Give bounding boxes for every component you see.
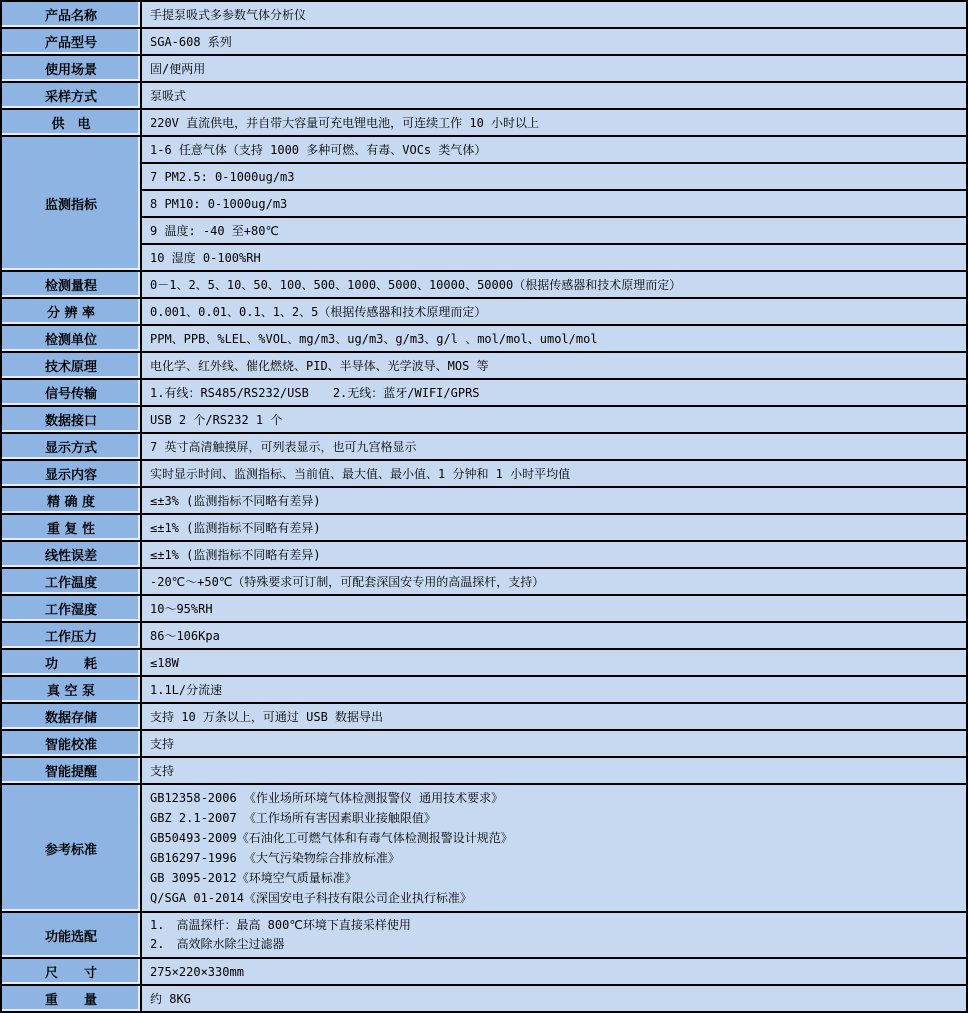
spec-row	[1, 730, 967, 757]
spec-row	[1, 622, 967, 649]
row-value: 支持 10 万条以上，可通过 USB 数据导出	[141, 703, 967, 730]
row-value: 支持	[141, 730, 967, 757]
row-label: 分 辨 率	[1, 298, 141, 325]
row-label: 数据存储	[1, 703, 141, 730]
row-label: 精 确 度	[1, 487, 141, 514]
row-value-line: GB50493-2009《石油化工可燃气体和有毒气体检测报警设计规范》	[150, 831, 513, 845]
spec-row	[1, 244, 967, 271]
row-label: 供 电	[1, 109, 141, 136]
row-value-line: GBZ 2.1-2007 《工作场所有害因素职业接触限值》	[150, 811, 436, 825]
spec-row	[1, 298, 967, 325]
row-label: 智能校准	[1, 730, 141, 757]
row-label: 显示内容	[1, 460, 141, 487]
row-value: 约 8KG	[141, 985, 967, 1012]
row-label: 工作温度	[1, 568, 141, 595]
row-value: ≤18W	[141, 649, 967, 676]
row-value-line: Q/SGA 01-2014《深国安电子科技有限公司企业执行标准》	[150, 891, 472, 905]
spec-row	[1, 568, 967, 595]
row-value: 7 PM2.5: 0-1000ug/m3	[141, 163, 967, 190]
spec-row	[1, 460, 967, 487]
row-value-line: 2. 高效除水除尘过滤器	[150, 937, 285, 951]
row-value: 8 PM10: 0-1000ug/m3	[141, 190, 967, 217]
row-value: 7 英寸高清触摸屏，可列表显示，也可九宫格显示	[141, 433, 967, 460]
row-value: 手提泵吸式多参数气体分析仪	[141, 1, 967, 28]
row-label: 智能提醒	[1, 757, 141, 784]
row-value: 9 温度: -40 至+80℃	[141, 217, 967, 244]
spec-row	[1, 514, 967, 541]
spec-row	[1, 271, 967, 298]
spec-row	[1, 379, 967, 406]
row-label: 尺 寸	[1, 958, 141, 985]
row-label: 检测量程	[1, 271, 141, 298]
row-value: 实时显示时间、监测指标、当前值、最大值、最小值、1 分钟和 1 小时平均值	[141, 460, 967, 487]
spec-row	[1, 595, 967, 622]
row-label: 真 空 泵	[1, 676, 141, 703]
row-label: 工作压力	[1, 622, 141, 649]
row-label: 功能选配	[1, 912, 141, 958]
row-label: 采样方式	[1, 82, 141, 109]
row-value: ≤±1% (监测指标不同略有差异)	[141, 541, 967, 568]
row-value: -20℃～+50℃（特殊要求可订制，可配套深国安专用的高温探杆，支持）	[141, 568, 967, 595]
row-value: 10 湿度 0-100%RH	[141, 244, 967, 271]
row-label: 检测单位	[1, 325, 141, 352]
row-value: 86～106Kpa	[141, 622, 967, 649]
row-value: 泵吸式	[141, 82, 967, 109]
row-value: ≤±1% (监测指标不同略有差异)	[141, 514, 967, 541]
spec-row	[1, 190, 967, 217]
row-label: 监测指标	[1, 136, 141, 271]
row-value: 电化学、红外线、催化燃烧、PID、半导体、光学波导、MOS 等	[141, 352, 967, 379]
spec-row	[1, 433, 967, 460]
spec-row	[1, 985, 967, 1012]
row-value: 1.有线：RS485/RS232/USB 2.无线：蓝牙/WIFI/GPRS	[141, 379, 967, 406]
row-value: ≤±3% (监测指标不同略有差异)	[141, 487, 967, 514]
spec-row	[1, 109, 967, 136]
row-label: 信号传输	[1, 379, 141, 406]
spec-row	[1, 1, 967, 28]
spec-row	[1, 649, 967, 676]
row-label: 显示方式	[1, 433, 141, 460]
row-label: 重 复 性	[1, 514, 141, 541]
spec-row	[1, 784, 967, 912]
row-label: 产品名称	[1, 1, 141, 28]
row-value: 0.001、0.01、0.1、1、2、5（根据传感器和技术原理而定）	[141, 298, 967, 325]
spec-row	[1, 676, 967, 703]
row-value-line: GB 3095-2012《环境空气质量标准》	[150, 871, 357, 885]
row-value: 支持	[141, 757, 967, 784]
row-value: 275×220×330mm	[141, 958, 967, 985]
row-label: 参考标准	[1, 784, 141, 912]
spec-row	[1, 757, 967, 784]
spec-row	[1, 958, 967, 985]
spec-row	[1, 541, 967, 568]
spec-row	[1, 487, 967, 514]
row-value: USB 2 个/RS232 1 个	[141, 406, 967, 433]
row-label: 工作湿度	[1, 595, 141, 622]
spec-row	[1, 217, 967, 244]
row-value-line: GB16297-1996 《大气污染物综合排放标准》	[150, 851, 400, 865]
row-value: 220V 直流供电，并自带大容量可充电锂电池，可连续工作 10 小时以上	[141, 109, 967, 136]
row-label: 线性误差	[1, 541, 141, 568]
spec-row	[1, 703, 967, 730]
spec-row	[1, 325, 967, 352]
spec-row	[1, 912, 967, 958]
row-label: 数据接口	[1, 406, 141, 433]
row-value	[141, 784, 967, 912]
spec-row	[1, 82, 967, 109]
row-label: 产品型号	[1, 28, 141, 55]
row-value: 固/便两用	[141, 55, 967, 82]
row-value: 10～95%RH	[141, 595, 967, 622]
row-label: 使用场景	[1, 55, 141, 82]
row-value-line: 1. 高温探杆：最高 800℃环境下直接采样使用	[150, 918, 411, 932]
row-label: 技术原理	[1, 352, 141, 379]
row-label: 功 耗	[1, 649, 141, 676]
spec-row	[1, 136, 967, 163]
row-value	[141, 912, 967, 958]
row-value: SGA-608 系列	[141, 28, 967, 55]
spec-row	[1, 406, 967, 433]
row-value-line: GB12358-2006 《作业场所环境气体检测报警仪 通用技术要求》	[150, 791, 504, 805]
spec-row	[1, 28, 967, 55]
row-label: 重 量	[1, 985, 141, 1012]
spec-row	[1, 163, 967, 190]
row-value: 0－1、2、5、10、50、100、500、1000、5000、10000、50000（根据传感器和技术原理而定）	[141, 271, 967, 298]
row-value: 1-6 任意气体（支持 1000 多种可燃、有毒、VOCs 类气体）	[141, 136, 967, 163]
spec-row	[1, 55, 967, 82]
row-value: 1.1L/分流速	[141, 676, 967, 703]
spec-row	[1, 352, 967, 379]
row-value: PPM、PPB、%LEL、%VOL、mg/m3、ug/m3、g/m3、g/l 、mol/mol、umol/mol	[141, 325, 967, 352]
